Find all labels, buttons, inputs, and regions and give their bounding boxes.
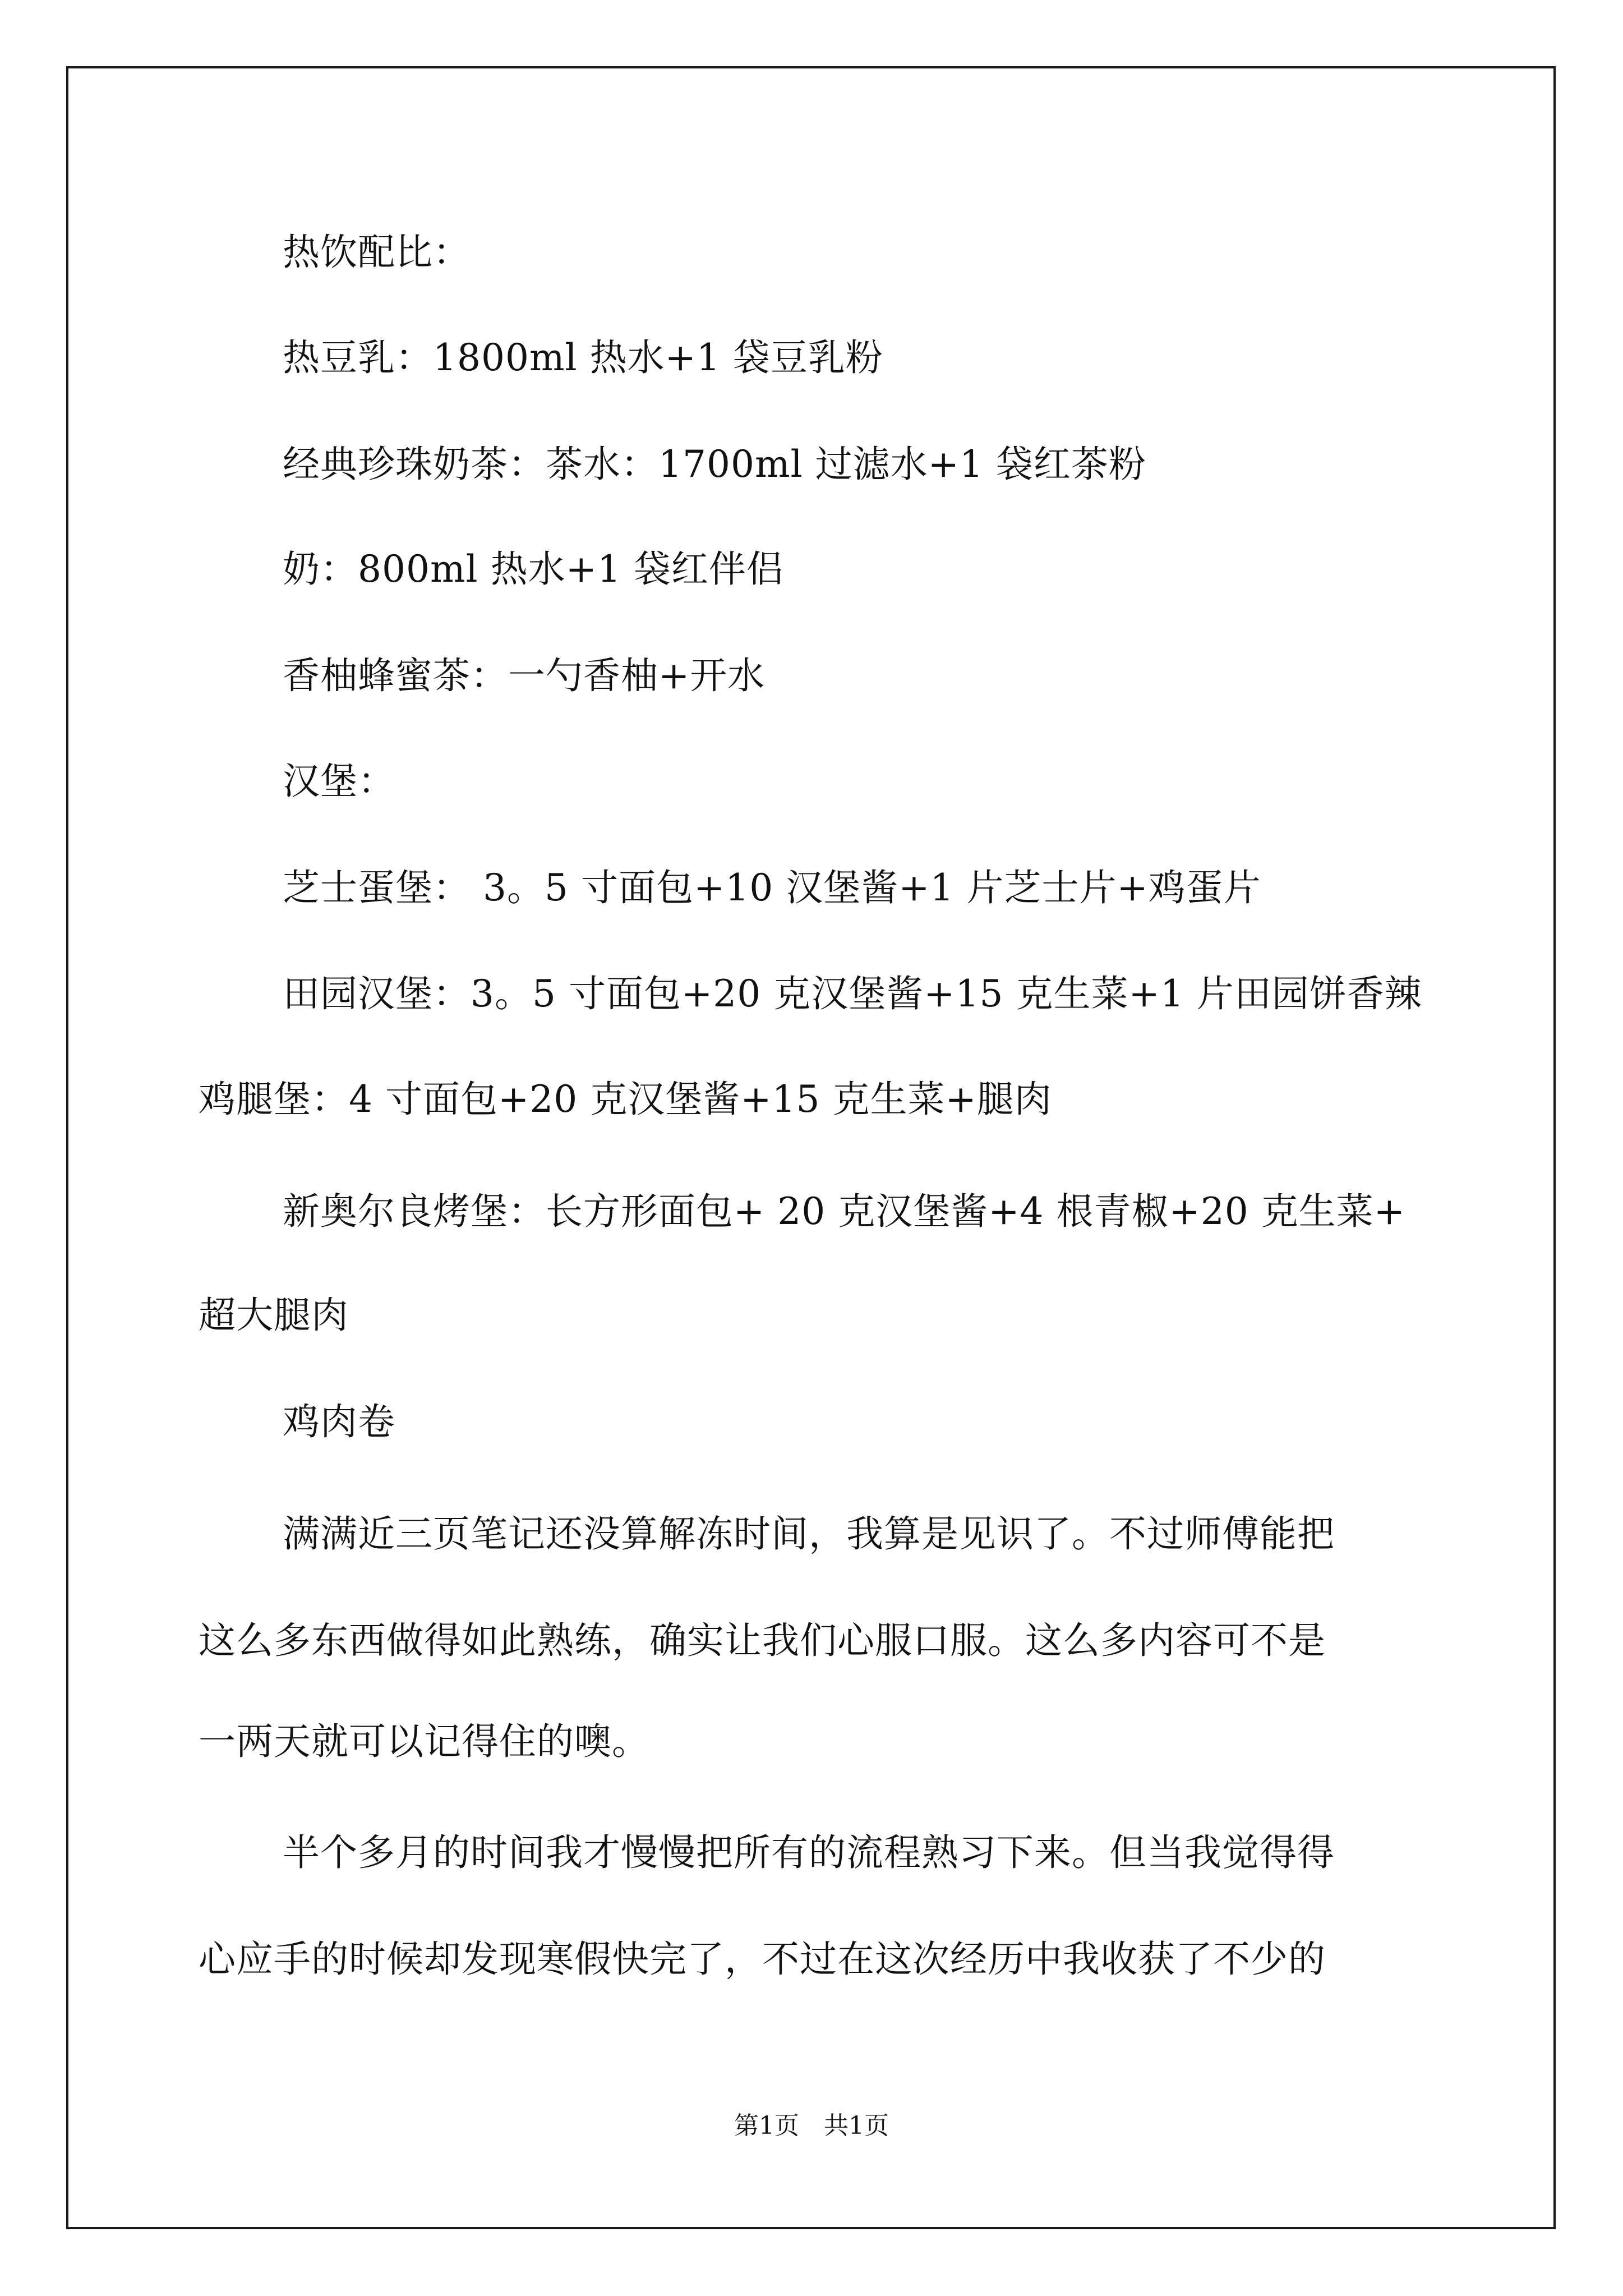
text-line: 汉堡： <box>283 760 395 803</box>
text-line: 鸡肉卷 <box>283 1400 395 1443</box>
text-line: 新奥尔良烤堡：长方形面包+ 20 克汉堡酱+4 根青椒+20 克生菜+ <box>283 1190 1406 1233</box>
text-line: 香柚蜂蜜茶：一勺香柚+开水 <box>283 654 766 697</box>
text-line: 这么多东西做得如此熟练，确实让我们心服口服。这么多内容可不是 <box>199 1619 1326 1662</box>
text-line: 奶：800ml 热水+1 袋红伴侣 <box>283 547 784 591</box>
text-line: 一两天就可以记得住的噢。 <box>199 1720 649 1763</box>
text-line: 芝士蛋堡： 3。5 寸面包+10 汉堡酱+1 片芝士片+鸡蛋片 <box>283 866 1261 909</box>
text-line: 热饮配比： <box>283 231 471 274</box>
text-line: 满满近三页笔记还没算解冻时间，我算是见识了。不过师傅能把 <box>283 1512 1335 1556</box>
page-border <box>66 66 1556 2229</box>
page-number-footer: 第1页 共1页 <box>734 2111 889 2140</box>
text-line: 经典珍珠奶茶：茶水：1700ml 过滤水+1 袋红茶粉 <box>283 443 1146 486</box>
text-line: 半个多月的时间我才慢慢把所有的流程熟习下来。但当我觉得得 <box>283 1831 1335 1874</box>
text-line: 田园汉堡：3。5 寸面包+20 克汉堡酱+15 克生菜+1 片田园饼香辣 <box>283 972 1422 1015</box>
text-line: 超大腿肉 <box>199 1294 349 1337</box>
text-line: 热豆乳：1800ml 热水+1 袋豆乳粉 <box>283 336 883 379</box>
text-line: 心应手的时候却发现寒假快完了，不过在这次经历中我收获了不少的 <box>199 1938 1326 1981</box>
text-line: 鸡腿堡：4 寸面包+20 克汉堡酱+15 克生菜+腿肉 <box>199 1078 1052 1121</box>
